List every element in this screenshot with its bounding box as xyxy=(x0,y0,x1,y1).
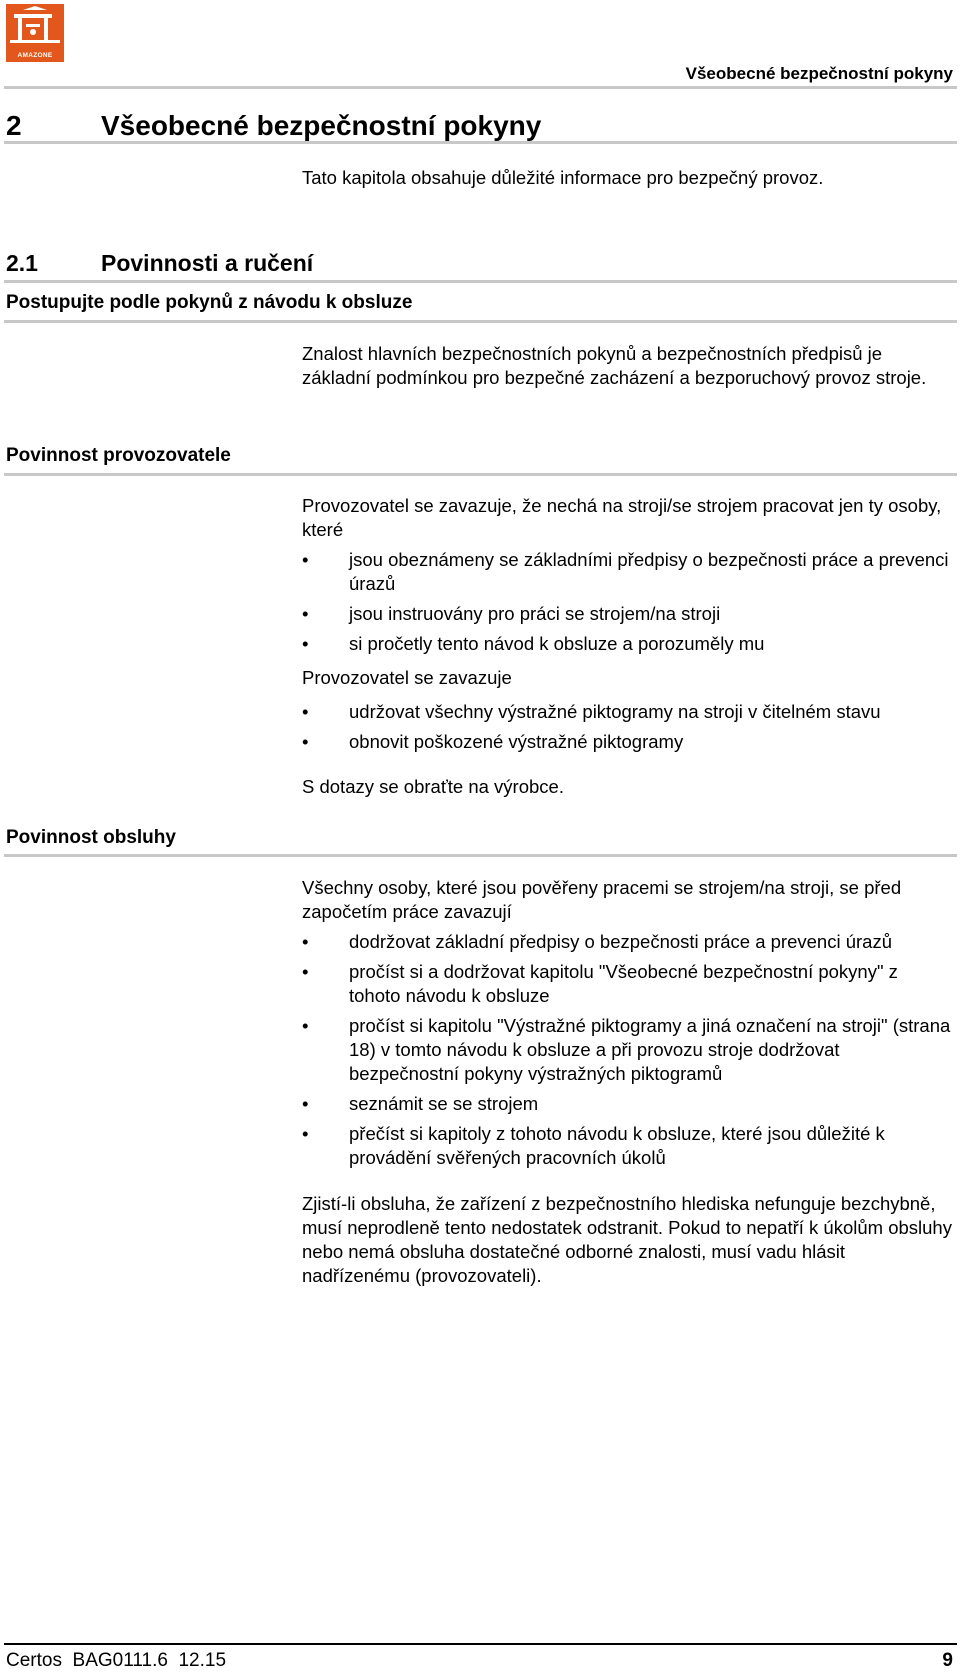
list-item: • pročíst si kapitolu "Výstražné piktogramy a jiná označení na stroji" (strana 18) v tomto návodu k obsluze a při provozu stroje dodržovat bezpečnostní pokyny výstražných piktogramů xyxy=(302,1014,952,1086)
section-title: Povinnosti a ručení xyxy=(101,250,314,276)
footer-document-id: Certos BAG0111.6 12.15 xyxy=(6,1650,227,1671)
list-item: • jsou instruovány pro práci se strojem/na stroji xyxy=(302,602,952,626)
footer-divider xyxy=(4,1643,957,1645)
section-number: 2.1 xyxy=(6,250,38,276)
staff-list xyxy=(302,930,952,1170)
staff-divider xyxy=(4,854,957,857)
header-divider xyxy=(4,86,957,89)
list-item: • si pročetly tento návod k obsluze a porozuměly mu xyxy=(302,632,952,656)
list-item: • přečíst si kapitoly z tohoto návodu k obsluze, které jsou důležité k provádění svěřených pracovních úkolů xyxy=(302,1122,952,1170)
operator-list-2 xyxy=(302,700,952,754)
chapter-title: Všeobecné bezpečnostní pokyny xyxy=(101,110,542,141)
instructions-divider xyxy=(4,320,957,323)
staff-intro: Všechny osoby, které jsou pověřeny pracemi se strojem/na stroji, se před započetím práce zavazují xyxy=(302,877,902,922)
running-header-title: Všeobecné bezpečnostní pokyny xyxy=(685,64,953,83)
operator-intro: Provozovatel se zavazuje, že nechá na stroji/se strojem pracovat jen ty osoby, které xyxy=(302,495,942,540)
chapter-number: 2 xyxy=(6,110,22,141)
instructions-heading: Postupujte podle pokynů z návodu k obsluze xyxy=(6,292,413,313)
seeder-emblem-icon xyxy=(6,4,64,50)
page-number: 9 xyxy=(942,1650,953,1671)
section-divider xyxy=(4,280,957,283)
operator-list-1 xyxy=(302,548,952,656)
list-item: • obnovit poškozené výstražné piktogramy xyxy=(302,730,952,754)
operator-body xyxy=(302,494,952,799)
amazone-logo xyxy=(6,4,64,62)
chapter-intro-text: Tato kapitola obsahuje důležité informace pro bezpečný provoz. xyxy=(302,167,824,188)
chapter-heading xyxy=(6,110,541,142)
operator-contact: S dotazy se obraťte na výrobce. xyxy=(302,776,564,797)
logo-wordmark: AMAZONE xyxy=(17,52,53,59)
chapter-divider xyxy=(4,141,957,144)
chapter-intro xyxy=(302,166,952,190)
list-item: • dodržovat základní předpisy o bezpečnosti práce a prevenci úrazů xyxy=(302,930,952,954)
instructions-body xyxy=(302,342,952,390)
operator-intro-2: Provozovatel se zavazuje xyxy=(302,667,512,688)
staff-note: Zjistí-li obsluha, že zařízení z bezpečnostního hlediska nefunguje bezchybně, musí neprodleně tento nedostatek odstranit. Pokud to nepatří k úkolům obsluhy nebo nemá obsluha dostatečné odborné znalosti, musí vadu hlásit nadřízenému (provozovateli). xyxy=(302,1193,952,1286)
list-item: • udržovat všechny výstražné piktogramy na stroji v čitelném stavu xyxy=(302,700,952,724)
list-item: • seznámit se se strojem xyxy=(302,1092,952,1116)
staff-body xyxy=(302,876,952,1288)
instructions-text: Znalost hlavních bezpečnostních pokynů a bezpečnostních předpisů je základní podmínkou pro bezpečné zacházení a bezporuchový provoz stroje. xyxy=(302,343,927,388)
list-item: • pročíst si a dodržovat kapitolu "Všeobecné bezpečnostní pokyny" z tohoto návodu k obsluze xyxy=(302,960,952,1008)
operator-divider xyxy=(4,473,957,476)
list-item: • jsou obeznámeny se základními předpisy o bezpečnosti práce a prevenci úrazů xyxy=(302,548,952,596)
operator-heading: Povinnost provozovatele xyxy=(6,445,231,466)
staff-heading: Povinnost obsluhy xyxy=(6,827,176,848)
section-heading xyxy=(6,250,313,277)
